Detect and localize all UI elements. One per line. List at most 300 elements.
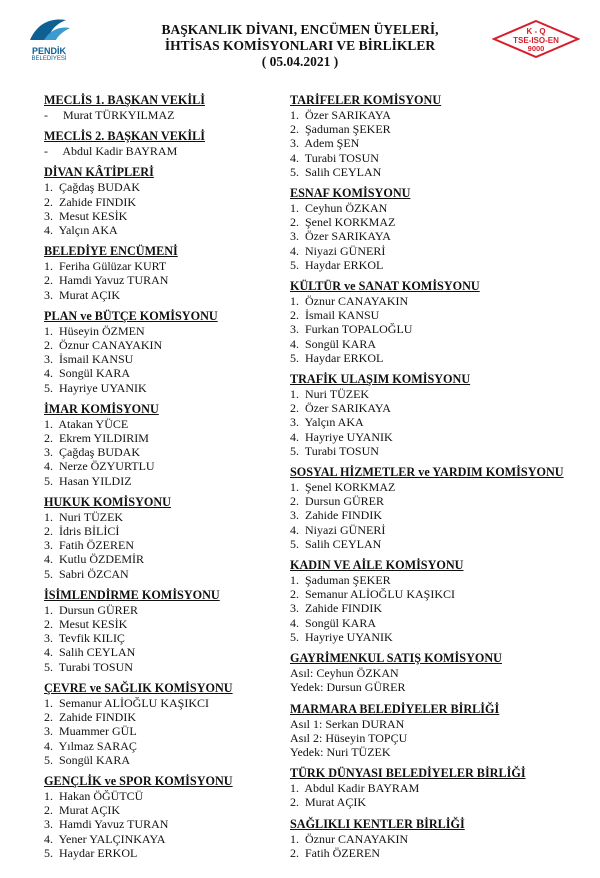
item-marker: 2. (290, 795, 299, 810)
item-marker: 3. (290, 508, 299, 523)
member-item (44, 617, 276, 631)
member-name: Ekrem YILDIRIM (59, 431, 149, 446)
item-marker: 2. (290, 308, 299, 323)
item-marker: 1. (290, 294, 299, 309)
member-item (290, 745, 582, 759)
member-list (44, 789, 276, 860)
section-title: KADIN VE AİLE KOMİSYONU (290, 558, 464, 573)
logo-text: PENDİK (31, 46, 66, 56)
item-marker: 3. (44, 445, 53, 460)
member-item (44, 567, 276, 581)
member-name: Haydar ERKOL (305, 257, 384, 272)
member-item (290, 229, 582, 243)
member-name: Hüseyin ÖZMEN (59, 323, 145, 338)
member-item (290, 387, 582, 401)
item-marker: 3. (290, 322, 299, 337)
member-item (290, 108, 582, 122)
item-marker: - (44, 108, 48, 122)
member-name: Mesut KESİK (59, 617, 128, 632)
member-name: Semanur ALİOĞLU KAŞIKCI (59, 695, 209, 710)
member-item (44, 552, 276, 566)
member-name: Murat AÇIK (305, 795, 366, 810)
member-name: Yılmaz SARAÇ (58, 738, 137, 753)
member-name: Salih CEYLAN (305, 536, 382, 551)
member-item (290, 337, 582, 351)
item-marker: 4. (290, 522, 299, 537)
right-column (290, 92, 582, 866)
section-genclik-ve-spor-komisyonu (44, 773, 276, 860)
item-marker: 3. (44, 208, 53, 223)
item-marker: 3. (44, 287, 53, 302)
item-marker: 3. (44, 724, 53, 739)
member-name: Murat AÇIK (59, 803, 120, 818)
item-marker: 1. (44, 788, 53, 803)
item-marker: 1. (290, 201, 299, 216)
member-name: Çağdaş BUDAK (59, 445, 140, 460)
item-marker: 5. (290, 350, 299, 365)
member-item (44, 431, 276, 445)
item-marker: 2. (290, 494, 299, 509)
member-name: Asıl 2: Hüseyin TOPÇU (290, 730, 408, 745)
item-marker: 5. (290, 164, 299, 179)
item-marker: 3. (44, 352, 53, 367)
member-item (44, 603, 276, 617)
member-item (290, 122, 582, 136)
member-name: Songül KARA (59, 366, 131, 381)
section-saglikli-kentler-birligi (290, 816, 582, 860)
item-marker: 2. (44, 803, 53, 818)
member-item (44, 832, 276, 846)
member-name: Sabri ÖZCAN (59, 566, 129, 581)
section-title: İMAR KOMİSYONU (44, 401, 159, 416)
item-marker: 1. (44, 259, 53, 274)
member-item (44, 660, 276, 674)
item-marker: 5. (44, 566, 53, 581)
member-name: Hakan ÖĞÜTCÜ (59, 788, 144, 803)
member-list (44, 510, 276, 581)
member-item (290, 616, 582, 630)
section-kultur-ve-sanat-komisyonu (290, 278, 582, 365)
member-name: Songül KARA (305, 615, 377, 630)
member-item (44, 195, 276, 209)
item-marker: 5. (44, 752, 53, 767)
member-name: Öznur CANAYAKIN (59, 338, 163, 353)
member-name: Nerze ÖZYURTLU (59, 459, 155, 474)
title-date: ( 05.04.2021 ) (261, 54, 339, 69)
member-item (44, 459, 276, 473)
item-marker: 2. (44, 338, 53, 353)
member-list (290, 573, 582, 644)
member-item (290, 444, 582, 458)
item-marker: 1. (290, 831, 299, 846)
section-title: KÜLTÜR ve SANAT KOMİSYONU (290, 279, 480, 294)
section-title: SAĞLIKLI KENTLER BİRLİĞİ (290, 816, 465, 831)
member-name: Zahide FINDIK (59, 194, 136, 209)
member-item (44, 631, 276, 645)
member-name: Niyazi GÜNERİ (305, 243, 386, 258)
section-title: GAYRİMENKUL SATIŞ KOMİSYONU (290, 651, 502, 666)
member-item (44, 538, 276, 552)
member-item (290, 136, 582, 150)
section-tarifeler-komisyonu (290, 92, 582, 179)
item-marker: 2. (290, 845, 299, 860)
section-sosyal-hizmetler-ve-yardim-komisyonu (290, 464, 582, 551)
item-marker: 1. (290, 387, 299, 402)
section-title: TRAFİK ULAŞIM KOMİSYONU (290, 372, 471, 387)
item-marker: 4. (290, 615, 299, 630)
document-title (110, 22, 490, 70)
member-name: Öznur CANAYAKIN (305, 831, 409, 846)
member-list (290, 201, 582, 272)
section-title: MECLİS 1. BAŞKAN VEKİLİ (44, 93, 205, 107)
section-title: SOSYAL HİZMETLER ve YARDIM KOMİSYONU (290, 465, 564, 480)
member-item (44, 789, 276, 803)
cert-bottom-text: 9000 (527, 44, 545, 53)
logo-subtext: BELEDİYESİ (31, 56, 67, 62)
item-marker: 4. (290, 150, 299, 165)
member-item (290, 508, 582, 522)
member-item (290, 401, 582, 415)
item-marker: 3. (44, 538, 53, 553)
member-item (290, 165, 582, 179)
member-item (44, 324, 276, 338)
member-name: Yedek: Dursun GÜRER (290, 680, 406, 695)
member-name: Ceyhun ÖZKAN (305, 201, 388, 216)
member-name: Turabi TOSUN (304, 443, 379, 458)
member-name: Şaduman ŞEKER (305, 573, 391, 588)
item-marker: 4. (290, 429, 299, 444)
member-item (290, 215, 582, 229)
item-marker: 5. (290, 257, 299, 272)
left-column (44, 92, 276, 866)
section-title: GENÇLİK ve SPOR KOMİSYONU (44, 773, 233, 788)
section-title: PLAN ve BÜTÇE KOMİSYONU (44, 308, 218, 323)
member-item (290, 480, 582, 494)
item-marker: 4. (44, 645, 53, 660)
member-list (290, 717, 582, 760)
member-name: Mesut KESİK (59, 208, 128, 223)
member-item (44, 445, 276, 459)
member-name: Asıl 1: Serkan DURAN (290, 716, 405, 731)
member-item (290, 523, 582, 537)
section-title: İSİMLENDİRME KOMİSYONU (44, 587, 220, 602)
member-item (44, 524, 276, 538)
item-marker: 3. (290, 229, 299, 244)
item-marker: 1. (44, 323, 53, 338)
section-marmara-belediyeler-birligi (290, 701, 582, 760)
member-item (290, 717, 582, 731)
item-marker: 1. (44, 509, 53, 524)
member-list (44, 108, 276, 122)
member-name: Niyazi GÜNERİ (305, 522, 386, 537)
member-list (290, 480, 582, 551)
member-name: Hamdi Yavuz TURAN (59, 273, 169, 288)
item-marker: 5. (290, 629, 299, 644)
member-name: Furkan TOPALOĞLU (305, 322, 413, 337)
item-marker: 2. (290, 401, 299, 416)
section-title: DİVAN KÂTİPLERİ (44, 165, 154, 180)
member-name: Turabi TOSUN (304, 150, 379, 165)
cert-top-text: K - Q (526, 27, 546, 36)
member-name: Çağdaş BUDAK (59, 180, 140, 195)
item-marker: 4. (44, 223, 53, 238)
title-line-1: BAŞKANLIK DİVANI, ENCÜMEN ÜYELERİ, (161, 22, 439, 37)
item-marker: 1. (44, 416, 53, 431)
item-marker: 1. (44, 602, 53, 617)
item-marker: 5. (44, 845, 53, 860)
member-name: Öznur CANAYAKIN (305, 294, 409, 309)
section-trafik-ulasim-komisyonu (290, 371, 582, 458)
section-plan-ve-butce-komisyonu (44, 308, 276, 395)
cert-mid-text: TSE-ISO-EN (513, 36, 559, 45)
member-list (44, 144, 276, 158)
member-item (44, 273, 276, 287)
member-item (290, 537, 582, 551)
section-title: MECLİS 2. BAŞKAN VEKİLİ (44, 129, 205, 144)
member-item (290, 151, 582, 165)
member-list (44, 417, 276, 488)
member-item (44, 338, 276, 352)
member-item (290, 601, 582, 615)
member-name: Adem ŞEN (304, 136, 360, 151)
section-title: MARMARA BELEDİYELER BİRLİĞİ (290, 701, 500, 716)
member-item (44, 645, 276, 659)
member-item (290, 781, 582, 795)
member-name: Atakan YÜCE (58, 416, 129, 431)
member-name: İsmail KANSU (305, 308, 380, 323)
section-isimlendirme-komisyonu (44, 587, 276, 674)
item-marker: 1. (290, 480, 299, 495)
item-marker: 4. (44, 738, 53, 753)
member-name: Haydar ERKOL (59, 845, 138, 860)
section-turk-dunyasi-belediyeler-birligi (290, 765, 582, 809)
member-name: Özer SARIKAYA (305, 108, 391, 122)
member-name: Hamdi Yavuz TURAN (59, 817, 169, 832)
section-meclis-1-baskan-vekili (44, 92, 276, 122)
member-list (44, 603, 276, 674)
member-name: Şenel KORKMAZ (305, 215, 396, 230)
member-list (44, 324, 276, 395)
member-name: Zahide FINDIK (305, 601, 382, 616)
item-marker: 4. (44, 459, 53, 474)
member-name: Fatih ÖZEREN (59, 538, 134, 553)
item-marker: 3. (44, 817, 53, 832)
item-marker: 2. (44, 617, 53, 632)
member-item (44, 710, 276, 724)
member-name: Fatih ÖZEREN (305, 845, 380, 860)
item-marker: 4. (290, 243, 299, 258)
member-name: Hayriye UYANIK (305, 429, 393, 444)
member-item (44, 381, 276, 395)
member-item (290, 795, 582, 809)
member-name: Hayriye UYANIK (59, 380, 147, 395)
member-name: Yalçın AKA (304, 415, 364, 430)
section-title: HUKUK KOMİSYONU (44, 494, 171, 509)
member-name: Abdul Kadir BAYRAM (62, 144, 178, 159)
member-item (44, 417, 276, 431)
item-marker: 4. (44, 552, 53, 567)
item-marker: 5. (44, 380, 53, 395)
seagull-icon (26, 16, 72, 46)
section-title: TÜRK DÜNYASI BELEDİYELER BİRLİĞİ (290, 766, 526, 781)
item-marker: 3. (290, 136, 299, 151)
member-item (290, 832, 582, 846)
item-marker: 4. (44, 831, 53, 846)
item-marker: 3. (290, 415, 299, 430)
item-marker: 5. (44, 473, 53, 488)
member-name: Songül KARA (59, 752, 131, 767)
section-divan-katipleri (44, 164, 276, 237)
member-name: Dursun GÜRER (59, 602, 139, 617)
item-marker: 1. (290, 781, 299, 796)
member-item (290, 573, 582, 587)
member-item (44, 739, 276, 753)
member-list (290, 832, 582, 860)
item-marker: 2. (44, 431, 53, 446)
member-item (290, 846, 582, 860)
section-title: ESNAF KOMİSYONU (290, 186, 411, 201)
member-item (290, 666, 582, 680)
item-marker: 3. (44, 631, 53, 646)
member-item (44, 474, 276, 488)
item-marker: 2. (290, 215, 299, 230)
member-item (290, 244, 582, 258)
member-list (290, 781, 582, 809)
member-item (44, 288, 276, 302)
member-name: İdris BİLİCİ (59, 524, 120, 539)
member-item (44, 223, 276, 237)
tse-iso-certification-badge (492, 20, 580, 58)
member-name: Şaduman ŞEKER (305, 122, 391, 137)
item-marker: 4. (290, 336, 299, 351)
member-name: İsmail KANSU (59, 352, 134, 367)
member-item (44, 366, 276, 380)
member-list (44, 696, 276, 767)
member-name: Yener YALÇINKAYA (58, 831, 166, 846)
member-name: Özer SARIKAYA (305, 401, 391, 416)
member-name: Feriha Gülüzar KURT (59, 259, 167, 274)
member-name: Nuri TÜZEK (59, 509, 124, 524)
member-item (44, 259, 276, 273)
member-name: Haydar ERKOL (305, 350, 384, 365)
member-name: Turabi TOSUN (58, 659, 133, 674)
item-marker: 2. (290, 587, 299, 602)
document-header (0, 0, 600, 80)
item-marker: 2. (290, 122, 299, 137)
member-item (290, 351, 582, 365)
section-hukuk-komisyonu (44, 494, 276, 581)
item-marker: 1. (290, 573, 299, 588)
pendik-logo (26, 16, 72, 66)
section-meclis-2-baskan-vekili (44, 128, 276, 158)
member-item (44, 108, 276, 122)
member-name: Nuri TÜZEK (305, 387, 370, 402)
member-item (290, 430, 582, 444)
member-list (290, 294, 582, 365)
member-name: Salih CEYLAN (59, 645, 136, 660)
member-item (290, 294, 582, 308)
member-item (290, 201, 582, 215)
member-name: Özer SARIKAYA (305, 229, 391, 244)
item-marker: 1. (44, 695, 53, 710)
section-belediye-encumeni (44, 243, 276, 302)
item-marker: 1. (290, 108, 299, 122)
member-name: Abdul Kadir BAYRAM (304, 781, 420, 796)
item-marker: 4. (44, 366, 53, 381)
member-name: Asıl: Ceyhun ÖZKAN (290, 666, 399, 681)
member-name: Dursun GÜRER (305, 494, 385, 509)
item-marker: - (44, 144, 48, 159)
member-item (44, 180, 276, 194)
member-name: Songül KARA (305, 336, 377, 351)
section-title: TARİFELER KOMİSYONU (290, 93, 442, 107)
member-item (290, 731, 582, 745)
item-marker: 2. (44, 524, 53, 539)
member-name: Zahide FINDIK (305, 508, 382, 523)
member-item (44, 753, 276, 767)
member-list (44, 259, 276, 302)
member-name: Yalçın AKA (58, 223, 118, 238)
member-item (290, 322, 582, 336)
member-item (290, 494, 582, 508)
section-gayrimenkul-satis-komisyonu (290, 650, 582, 694)
member-list (290, 666, 582, 694)
member-name: Murat TÜRKYILMAZ (63, 108, 175, 122)
member-name: Semanur ALİOĞLU KAŞIKCI (305, 587, 455, 602)
member-name: Kutlu ÖZDEMİR (59, 552, 144, 567)
member-name: Hayriye UYANIK (305, 629, 393, 644)
member-item (290, 258, 582, 272)
member-item (44, 817, 276, 831)
member-name: Zahide FINDIK (59, 710, 136, 725)
member-item (44, 696, 276, 710)
section-cevre-ve-saglik-komisyonu (44, 680, 276, 767)
member-name: Tevfik KILIÇ (58, 631, 125, 646)
title-line-2: İHTİSAS KOMİSYONLARI VE BİRLİKLER (164, 38, 436, 53)
section-kadin-ve-aile-komisyonu (290, 557, 582, 644)
item-marker: 5. (290, 443, 299, 458)
member-item (44, 846, 276, 860)
member-name: Şenel KORKMAZ (305, 480, 396, 495)
member-name: Yedek: Nuri TÜZEK (290, 744, 391, 759)
member-name: Muammer GÜL (59, 724, 137, 739)
member-name: Salih CEYLAN (305, 164, 382, 179)
section-imar-komisyonu (44, 401, 276, 488)
member-item (290, 630, 582, 644)
member-item (290, 680, 582, 694)
member-item (44, 510, 276, 524)
member-item (290, 587, 582, 601)
member-name: Murat AÇIK (59, 287, 120, 302)
section-title: BELEDİYE ENCÜMENİ (44, 244, 178, 259)
member-item (44, 803, 276, 817)
item-marker: 5. (44, 659, 53, 674)
section-esnaf-komisyonu (290, 185, 582, 272)
member-item (44, 209, 276, 223)
member-item (44, 724, 276, 738)
item-marker: 2. (44, 273, 53, 288)
section-title: ÇEVRE ve SAĞLIK KOMİSYONU (44, 680, 233, 695)
item-marker: 2. (44, 194, 53, 209)
item-marker: 3. (290, 601, 299, 616)
member-list (44, 180, 276, 237)
member-item (44, 352, 276, 366)
member-list (290, 108, 582, 179)
item-marker: 5. (290, 536, 299, 551)
member-list (290, 387, 582, 458)
member-item (290, 308, 582, 322)
member-name: Hasan YILDIZ (59, 473, 132, 488)
